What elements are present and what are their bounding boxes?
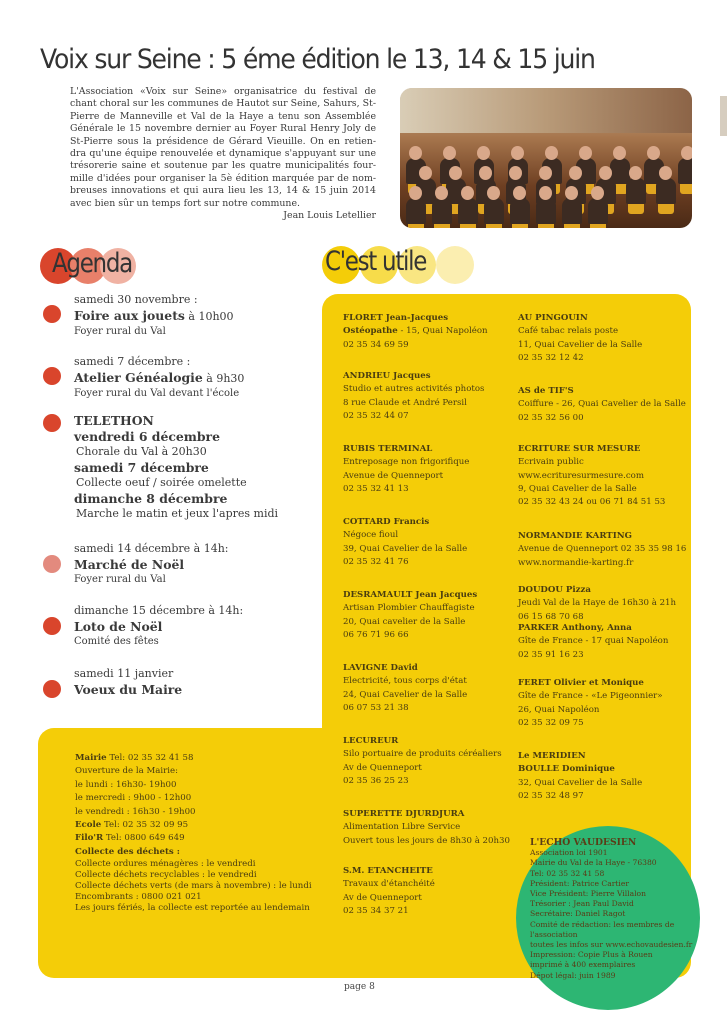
directory-entry: DESRAMAULT Jean Jacques Artisan Plombier Chauffagiste 20, Quai cavelier de la Salle 06 76 71 96 66 — [343, 590, 478, 640]
directory-entry: RUBIS TERMINAL Entreposage non frigorifique Avenue de Quenneport 02 35 32 41 13 — [343, 444, 470, 494]
choir-photo — [400, 88, 692, 228]
directory-entry: DOUDOU Pizza Jeudi Val de la Haye de 16h30 à 21h 06 15 68 70 68 — [518, 585, 677, 622]
directory-entry: Le MERIDIEN BOULLE Dominique 32, Quai Cavelier de la Salle 02 35 32 48 97 — [518, 751, 643, 801]
agenda-item: samedi 7 décembre : Atelier Généalogie à 9h30 Foyer rural du Val devant l'école — [74, 355, 245, 399]
directory-entry: LAVIGNE David Electricité, tous corps d'état 24, Quai Cavelier de la Salle 06 07 53 21 38 — [343, 663, 468, 713]
directory-entry: PARKER Anthony, Anna Gîte de France - 17 quai Napoléon 02 35 91 16 23 — [518, 623, 669, 660]
agenda-bullet — [43, 617, 61, 635]
agenda-bullet — [43, 414, 61, 432]
directory-entry: AS de TIF'S Coiffure - 26, Quai Cavelier de la Salle 02 35 32 56 00 — [518, 386, 686, 423]
directory-entry: S.M. ETANCHEITE Travaux d'étanchéité Av de Quenneport 02 35 34 37 21 — [343, 866, 435, 916]
intro-text: L'Association «Voix sur Seine» organisatrice du festival de chant choral sur les communes de Hautot sur Seine, Sahurs, St-Pierre de Manneville et Val de la Haye a tenu son Assemblée Générale le 15 novembre dernier au Foyer Rural Henry Joly de St-Pierre sous la présidence de Gérard Vieuille. On en retien- dra qu'une équipe renouvelée et dynamique s'appuyant sur une trésorerie saine et soutenue par les quatre municipalités four- mille d'idées pour organiser la 5è édition marquée par de nom- breuses innovations et qui aura lieu les 13, 14 & 15 juin 2014 avec bien sûr un temps fort sur notre commune. — [70, 86, 376, 209]
directory-entry: SUPERETTE DJURDJURA Alimentation Libre Service Ouvert tous les jours de 8h30 à 20h30 — [343, 809, 510, 846]
intro-author: Jean Louis Letellier — [283, 210, 376, 222]
agenda-bullet — [43, 555, 61, 573]
page-title: Voix sur Seine : 5 éme édition le 13, 14 & 15 juin — [40, 44, 595, 75]
agenda-telethon: TELETHON vendredi 6 décembre Chorale du Val à 20h30 samedi 7 décembre Collecte oeuf / soirée omelette dimanche 8 décembre Marche le matin et jeux l'apres midi — [74, 413, 279, 520]
directory-entry: NORMANDIE KARTING Avenue de Quenneport 02 35 35 98 16 www.normandie-karting.fr — [518, 531, 687, 568]
agenda-item: dimanche 15 décembre à 14h: Loto de Noël Comité des fêtes — [74, 604, 244, 647]
utile-heading-circle — [436, 246, 474, 284]
echo-credits: L'ECHO VAUDESIEN Association loi 1901 Mairie du Val de la Haye - 76380 Tel: 02 35 32 41 58 Président: Patrice Cartier Vice Président: Pierre Villalon Trésorier : Jean Paul David Secrétaire: Daniel Ragot Comité de rédaction: les membres de l'association toutes les infos sur www.echovaudesien.fr Impression: Copie Plus à Rouen imprimé à 400 exemplaires Dépot légal: juin 1989 — [530, 837, 693, 980]
directory-entry: ANDRIEU Jacques Studio et autres activités photos 8 rue Claude et André Persil 02 35 32 44 07 — [343, 371, 485, 421]
page-edge-decoration — [720, 96, 727, 136]
intro-article — [70, 86, 376, 222]
directory-entry: AU PINGOUIN Café tabac relais poste 11, Quai Cavelier de la Salle 02 35 32 12 42 — [518, 313, 643, 363]
page-number: page 8 — [344, 982, 375, 992]
agenda-bullet — [43, 367, 61, 385]
directory-entry: ECRITURE SUR MESURE Ecrivain public www.ecrituresurmesure.com 9, Quai Cavelier de la Salle 02 35 32 43 24 ou 06 71 84 51 53 — [518, 444, 666, 508]
agenda-bullet — [43, 305, 61, 323]
utile-heading: C'est utile — [325, 246, 427, 277]
agenda-heading: Agenda — [52, 248, 132, 279]
mairie-info: Mairie Tel: 02 35 32 41 58 Ouverture de la Mairie: le lundi : 16h30- 19h00 le mercredi : 9h00 - 12h00 le vendredi : 16h30 - 19h00 Ecole Tel: 02 35 32 09 95 Filo'R Tel: 0800 649 649 Collecte des déchets : Collecte ordures ménagères : le vendredi Collecte déchets recyclables : le vendredi Collecte déchets verts (de mars à novembre) : le lundi Encombrants : 0800 021 021 Les jours fériés, la collecte est reportée au lendemain — [75, 753, 312, 914]
directory-entry: FLORET Jean-Jacques Ostéopathe - 15, Quai Napoléon 02 35 34 69 59 — [343, 313, 488, 350]
directory-entry: FERET Olivier et Monique Gîte de France - «Le Pigeonnier» 26, Quai Napoléon 02 35 32 09 75 — [518, 678, 663, 728]
directory-entry: COTTARD Francis Négoce fioul 39, Quai Cavelier de la Salle 02 35 32 41 76 — [343, 517, 468, 567]
directory-entry: LECUREUR Silo portuaire de produits céréaliers Av de Quenneport 02 35 36 25 23 — [343, 736, 502, 786]
agenda-bullet — [43, 680, 61, 698]
agenda-item: samedi 30 novembre : Foire aux jouets à 10h00 Foyer rural du Val — [74, 293, 234, 337]
agenda-item: samedi 14 décembre à 14h: Marché de Noël Foyer rural du Val — [74, 542, 229, 585]
agenda-item: samedi 11 janvier Voeux du Maire — [74, 667, 183, 697]
